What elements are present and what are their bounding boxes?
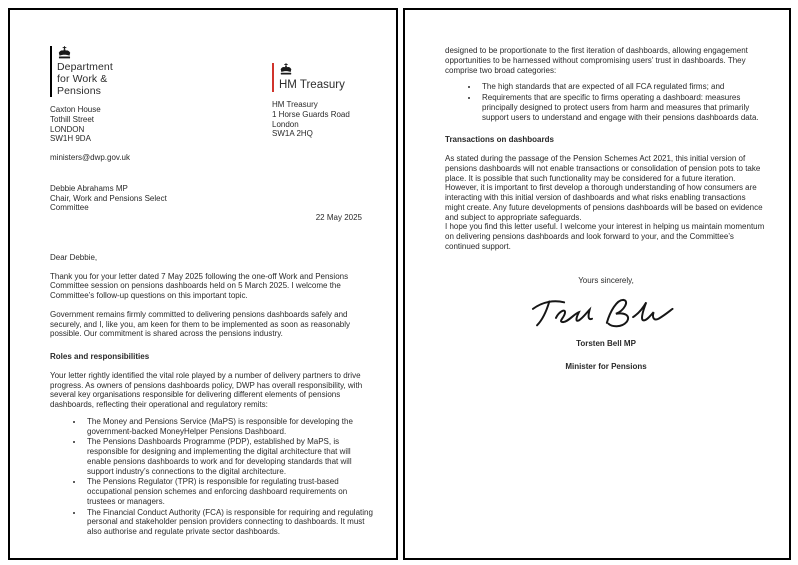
address-line: SW1A 2HQ (272, 129, 313, 139)
list-item: • Requirements that are specific to firms operating a dashboard: measures principally designed to protect users from harm and measures that primarily support users to understand and engage with their pensions dashboards data. (479, 93, 767, 122)
dwp-logo (50, 46, 130, 97)
recipient-block (50, 184, 374, 213)
dwp-logo-line: Department (57, 61, 113, 73)
recipient-line: Chair, Work and Pensions Select (50, 193, 167, 203)
list-item: • The Money and Pensions Service (MaPS) is responsible for developing the government-backed MoneyHelper Pensions Dashboard. (84, 417, 374, 437)
paragraph: I hope you find this letter useful. I welcome your interest in helping us maintain momentum on delivering pensions dashboards and look forward to your, and the Committee’s continued support. (445, 222, 765, 251)
list-item: • The Pensions Regulator (TPR) is responsible for regulating trust-based occupational pension schemes and enforcing dashboard requirements on trustees or managers. (84, 477, 374, 506)
address-line: 1 Horse Guards Road (272, 109, 350, 119)
list-item: • The Pensions Dashboards Programme (PDP), established by MaPS, is responsible for designing and implementing the digital architecture that will enable pensions dashboards to work and for developing standards that will support industry’s connections to the digital architecture. (84, 437, 374, 476)
crown-icon (57, 46, 72, 60)
paragraph: Thank you for your letter dated 7 May 2025 following the one-off Work and Pensions Committee session on pensions dashboards held on 5 March 2025. I welcome the Committee’s follow-up questions on this important topic. (50, 271, 349, 301)
recipient-line: Debbie Abrahams MP (50, 183, 128, 193)
salutation: Dear Debbie, (50, 252, 98, 262)
list-item: • The Financial Conduct Authority (FCA) is responsible for requiring and regulating personal and stakeholder pension providers connecting to dashboards. It must also authorise and regulate private sector dashboards. (84, 508, 374, 537)
hmt-address (272, 100, 374, 139)
hmt-logo-text: HM Treasury (279, 79, 345, 91)
letterhead (50, 46, 374, 163)
dwp-logo-text (57, 61, 113, 97)
section-heading-transactions: Transactions on dashboards (445, 135, 554, 145)
letter-page-1 (8, 8, 398, 560)
address-line: LONDON (50, 124, 85, 134)
list-item: • The high standards that are expected of all FCA regulated firms; and (479, 82, 767, 92)
address-line: London (272, 119, 299, 129)
recipient-line: Committee (50, 203, 89, 213)
address-line: Caxton House (50, 105, 101, 115)
paragraph: Government remains firmly committed to delivering pensions dashboards safely and securely, and I, like you, am keen for them to be implemented as soon as reasonably possible. Our commitment is shared across the pensions industry. (50, 309, 351, 339)
address-line: SW1H 9DA (50, 134, 91, 144)
letter-page-2 (403, 8, 791, 560)
sender-email: ministers@dwp.gov.uk (50, 153, 130, 163)
address-line: Tothill Street (50, 114, 95, 124)
signatory-title: Minister for Pensions (565, 362, 647, 371)
signatory-name: Torsten Bell MP (576, 339, 636, 349)
letter-date: 22 May 2025 (315, 213, 362, 223)
crown-icon (279, 63, 293, 76)
signature-image (528, 291, 684, 335)
sender-address (50, 105, 130, 144)
bullet-list (50, 417, 374, 537)
paragraph: Your letter rightly identified the vital role played by a number of delivery partners to drive progress. As owners of pensions dashboards policy, DWP has overall responsibility, with several key organisations responsible for delivering different elements of pensions dashboards, reflecting their operational and regulatory remits: (50, 370, 363, 410)
dwp-logo-bar (50, 46, 52, 97)
continuation-paragraph: designed to be proportionate to the first iteration of dashboards, allowing engagement opportunities to be harnessed without compromising users’ trust in dashboards. They comprise two broad categories: (445, 46, 748, 75)
address-line: HM Treasury (272, 100, 318, 110)
sender-block-dwp (50, 46, 130, 163)
paragraph: As stated during the passage of the Pension Schemes Act 2021, this initial version of pensions dashboards will not enable transactions or consolidation of pension pots to take place. It is possible that such functionality may be considered for a future iteration. However, it is important to first develop a thorough understanding of how consumers are interacting with this initial version of dashboards and what risks enabling transactions might create. Any future developments of pensions dashboards will be based on evidence and subject to appropriate safeguards. (445, 154, 763, 222)
hmt-logo-bar (272, 63, 274, 92)
section-heading-roles: Roles and responsibilities (50, 352, 150, 362)
dwp-logo-line: Pensions (57, 85, 101, 98)
bullet-list (445, 82, 767, 122)
dwp-logo-line: for Work & (57, 73, 108, 86)
closing: Yours sincerely, (578, 275, 634, 285)
hmt-logo (272, 63, 374, 92)
sender-block-hmt (272, 63, 374, 139)
